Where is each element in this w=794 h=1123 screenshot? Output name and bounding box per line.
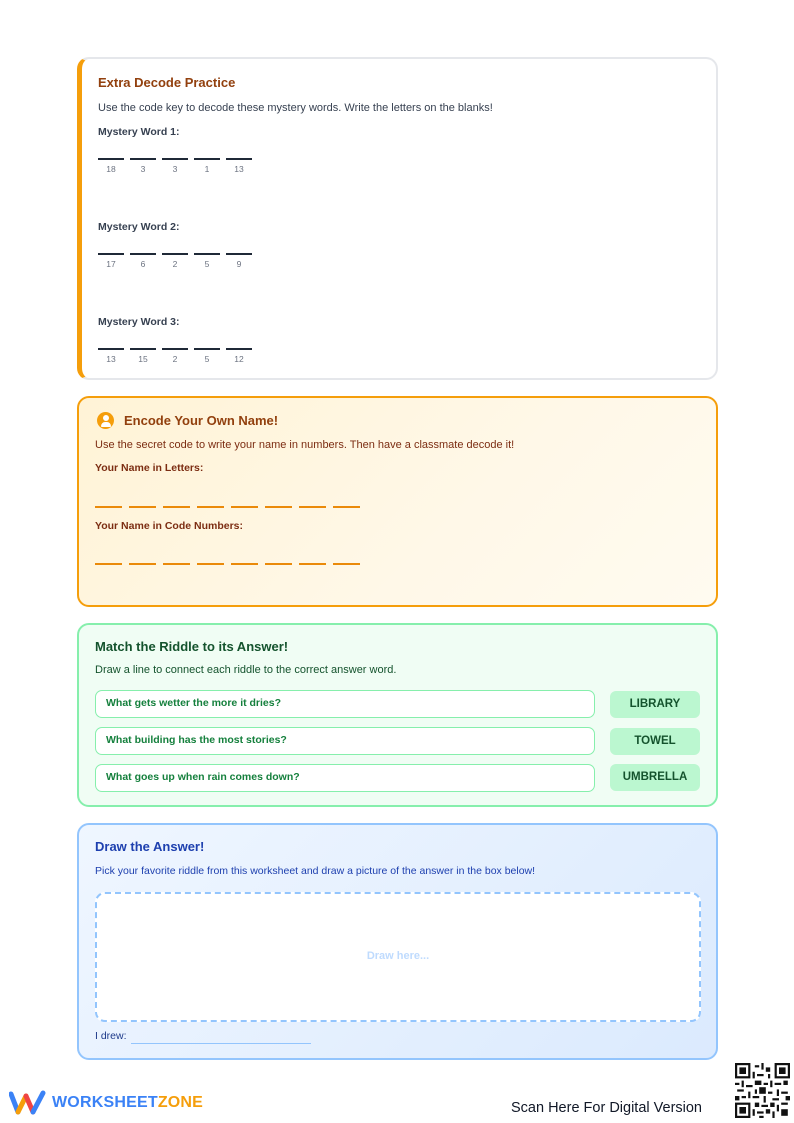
user-icon: [97, 412, 114, 429]
encode-name-card: [77, 396, 718, 607]
code-number: 3: [172, 164, 178, 174]
answer-item[interactable]: LIBRARY: [610, 691, 700, 718]
mystery-words: [98, 126, 698, 399]
name-blank[interactable]: [333, 506, 360, 508]
code-number: 13: [106, 354, 116, 364]
mystery-word: [98, 316, 698, 399]
letter-blank[interactable]: [98, 253, 124, 269]
name-blank[interactable]: [163, 506, 190, 508]
name-blank[interactable]: [333, 563, 360, 565]
blank-line: [226, 253, 252, 255]
riddle-item[interactable]: What building has the most stories?: [95, 727, 595, 755]
letter-blank[interactable]: [194, 348, 220, 364]
letter-blank[interactable]: [130, 158, 156, 174]
code-number: 12: [234, 354, 244, 364]
name-blank[interactable]: [231, 563, 258, 565]
answer-item[interactable]: UMBRELLA: [610, 764, 700, 791]
numbers-label: Your Name in Code Numbers:: [95, 520, 243, 532]
i-drew-label: I drew:: [95, 1030, 127, 1042]
encode-title: Encode Your Own Name!: [124, 413, 279, 428]
code-number: 6: [140, 259, 146, 269]
blank-line: [162, 348, 188, 350]
code-number: 1: [204, 164, 210, 174]
blank-line: [194, 348, 220, 350]
code-number: 5: [204, 259, 210, 269]
letter-blank[interactable]: [162, 253, 188, 269]
blank-line: [226, 158, 252, 160]
name-blank[interactable]: [95, 506, 122, 508]
w-logo-icon: [9, 1090, 47, 1116]
letters-blanks: [95, 506, 700, 508]
name-blank[interactable]: [163, 563, 190, 565]
blank-line: [194, 158, 220, 160]
name-blank[interactable]: [265, 506, 292, 508]
name-blank[interactable]: [231, 506, 258, 508]
blank-line: [162, 158, 188, 160]
name-blank[interactable]: [299, 563, 326, 565]
name-blank[interactable]: [299, 506, 326, 508]
code-number: 15: [138, 354, 148, 364]
mystery-word-label: Mystery Word 3:: [98, 316, 180, 328]
numbers-blanks: [95, 563, 700, 565]
letter-blank[interactable]: [194, 158, 220, 174]
decode-title: Extra Decode Practice: [98, 75, 236, 90]
code-number: 2: [172, 354, 178, 364]
blank-line: [194, 253, 220, 255]
code-number: 18: [106, 164, 116, 174]
blank-line: [98, 253, 124, 255]
brand-worksheet: WORKSHEET: [52, 1094, 158, 1111]
answer-item[interactable]: TOWEL: [610, 728, 700, 755]
letter-blank[interactable]: [162, 158, 188, 174]
letter-blanks: [98, 158, 698, 174]
name-blank[interactable]: [197, 506, 224, 508]
letter-blank[interactable]: [226, 348, 252, 364]
match-title: Match the Riddle to its Answer!: [95, 639, 289, 654]
mystery-word-label: Mystery Word 2:: [98, 221, 180, 233]
i-drew-field: [95, 1030, 311, 1042]
name-blank[interactable]: [265, 563, 292, 565]
drawing-placeholder: Draw here...: [366, 950, 430, 962]
decode-practice-card: [77, 57, 718, 380]
code-number: 17: [106, 259, 116, 269]
letter-blank[interactable]: [226, 158, 252, 174]
code-number: 13: [234, 164, 244, 174]
code-number: 5: [204, 354, 210, 364]
blank-line: [130, 253, 156, 255]
draw-title: Draw the Answer!: [95, 839, 205, 854]
code-number: 2: [172, 259, 178, 269]
drawing-area[interactable]: [95, 892, 701, 1022]
letter-blank[interactable]: [194, 253, 220, 269]
code-number: 9: [236, 259, 242, 269]
letter-blank[interactable]: [162, 348, 188, 364]
letter-blanks: [98, 348, 698, 364]
code-number: 3: [140, 164, 146, 174]
blank-line: [226, 348, 252, 350]
match-riddle-card: [77, 623, 718, 807]
blank-line: [130, 348, 156, 350]
mystery-word: [98, 221, 698, 304]
worksheetzone-logo: [9, 1090, 203, 1116]
letter-blank[interactable]: [130, 253, 156, 269]
blank-line: [98, 158, 124, 160]
name-blank[interactable]: [129, 506, 156, 508]
blank-line: [98, 348, 124, 350]
name-blank[interactable]: [197, 563, 224, 565]
blank-line: [130, 158, 156, 160]
letter-blanks: [98, 253, 698, 269]
decode-instructions: Use the code key to decode these mystery words. Write the letters on the blanks!: [98, 102, 493, 114]
letter-blank[interactable]: [98, 348, 124, 364]
draw-instructions: Pick your favorite riddle from this worksheet and draw a picture of the answer in the box below!: [95, 865, 536, 877]
letter-blank[interactable]: [98, 158, 124, 174]
encode-instructions: Use the secret code to write your name in numbers. Then have a classmate decode it!: [95, 439, 515, 451]
name-blank[interactable]: [95, 563, 122, 565]
mystery-word-label: Mystery Word 1:: [98, 126, 180, 138]
letter-blank[interactable]: [226, 253, 252, 269]
match-instructions: Draw a line to connect each riddle to the correct answer word.: [95, 664, 397, 676]
letters-label: Your Name in Letters:: [95, 462, 204, 474]
brand-zone: ZONE: [157, 1094, 204, 1111]
draw-answer-card: [77, 823, 718, 1060]
blank-line: [162, 253, 188, 255]
mystery-word: [98, 126, 698, 209]
i-drew-line[interactable]: [131, 1043, 311, 1044]
riddle-item[interactable]: What goes up when rain comes down?: [95, 764, 595, 792]
letter-blank[interactable]: [130, 348, 156, 364]
name-blank[interactable]: [129, 563, 156, 565]
qr-code-icon[interactable]: [735, 1063, 790, 1118]
scan-text: Scan Here For Digital Version: [511, 1100, 702, 1116]
encode-header: [95, 412, 700, 429]
riddle-item[interactable]: What gets wetter the more it dries?: [95, 690, 595, 718]
